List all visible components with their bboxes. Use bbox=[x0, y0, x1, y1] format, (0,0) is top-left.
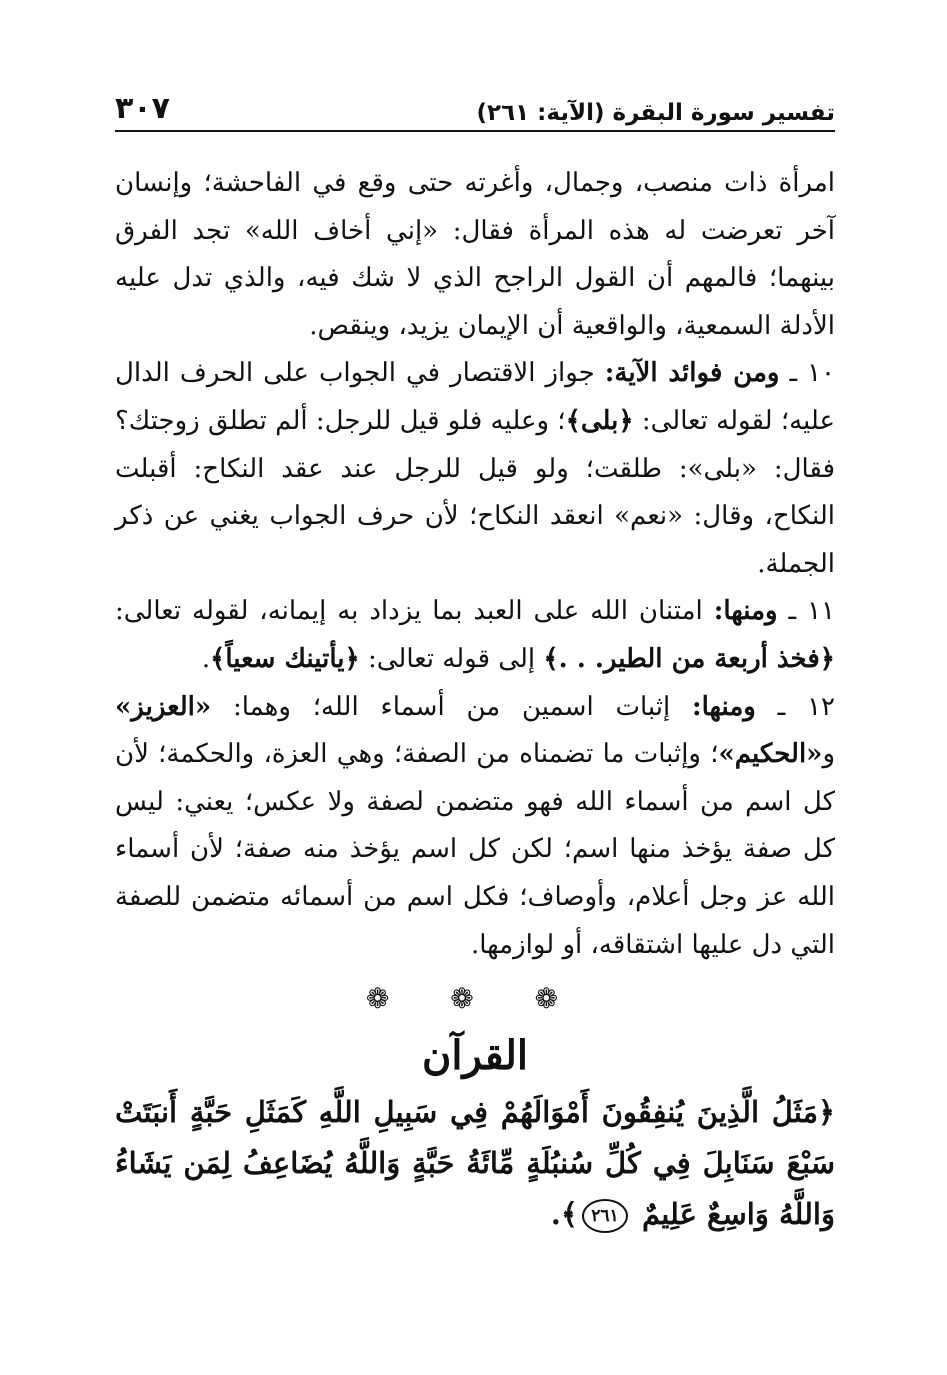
section-separator: ❁ ❁ ❁ bbox=[365, 982, 585, 1016]
verse-quote: ﴿فخذ أربعة من الطير. . .﴾ bbox=[543, 643, 835, 674]
paragraph-benefit-10 bbox=[115, 350, 835, 588]
benefit-text: ؛ وإثبات ما تضمناه من الصفة؛ وهي العزة، والحكمة؛ لأن كل اسم من أسماء الله فهو متضمن لصفة ولا عكس؛ يعني: ليس كل صفة يؤخذ منها اسم؛ لكن كل اسم يؤخذ منه صفة؛ لأن أسماء الله عز وجل أعلام، وأوصاف؛ فكل اسم من أسمائه متضمن للصفة التي دل عليها اشتقاقه، أو لوازمها. bbox=[115, 739, 835, 960]
benefit-text: إلى قوله تعالى: bbox=[367, 643, 536, 674]
paragraph-1: امرأة ذات منصب، وجمال، وأغرته حتى وقع في الفاحشة؛ وإنسان آخر تعرضت له هذه المرأة فقال: «إني أخاف الله» تجد الفرق بينهما؛ فالمهم أن القول الراجح الذي لا شك فيه، والذي تدل عليه الأدلة السمعية، والواقعية أن الإيمان يزيد، وينقص. bbox=[115, 168, 835, 341]
section-title: القرآن bbox=[421, 1032, 529, 1080]
benefit-text: امتنان الله على العبد بما يزداد به إيمانه، لقوله تعالى: bbox=[115, 596, 703, 627]
commentary-text bbox=[115, 160, 835, 969]
verse-quote: ﴿يأتينك سعياً﴾ bbox=[210, 643, 360, 674]
verse-quote: ﴿بلى﴾ bbox=[565, 405, 634, 436]
benefit-heading: ومن فوائد الآية: bbox=[604, 358, 780, 389]
benefit-text: جواز الاقتصار في الجواب على الحرف الدال عليه؛ لقوله تعالى: bbox=[115, 358, 835, 436]
benefit-number: ١٢ ـ bbox=[777, 691, 836, 722]
divine-name: «الحكيم» bbox=[718, 739, 823, 770]
period: . bbox=[201, 643, 211, 674]
paragraph-benefit-12 bbox=[115, 684, 835, 970]
page-header bbox=[115, 88, 835, 132]
conjunction: و bbox=[822, 739, 835, 770]
ayah-number-marker: ٢٦١ bbox=[582, 1199, 628, 1233]
quran-verse bbox=[115, 1087, 835, 1240]
running-title: تفسير سورة البقرة (الآية: ٢٦١) bbox=[476, 100, 835, 126]
paragraph-benefit-11 bbox=[115, 588, 835, 683]
benefit-text: ؛ وعليه فلو قيل للرجل: ألم تطلق زوجتك؟ فقال: «بلى»: طلقت؛ ولو قيل للرجل عند عقد النكاح: أقبلت النكاح، وقال: «نعم» انعقد النكاح؛ لأن حرف الجواب يغني عن ذكر الجملة. bbox=[115, 405, 835, 579]
divine-name: «العزيز» bbox=[115, 691, 212, 722]
benefit-text: إثبات اسمين من أسماء الله؛ وهما: bbox=[232, 691, 671, 722]
benefit-heading: ومنها: bbox=[713, 596, 778, 627]
verse-closing: ﴾. bbox=[550, 1197, 578, 1232]
page-number: ٣٠٧ bbox=[115, 91, 170, 126]
verse-text: ﴿مَثَلُ الَّذِينَ يُنفِقُونَ أَمْوَالَهُمْ فِي سَبِيلِ اللَّهِ كَمَثَلِ حَبَّةٍ أَنبَتَتْ سَبْعَ سَنَابِلَ فِي كُلِّ سُنبُلَةٍ مِّائَةُ حَبَّةٍ وَاللَّهُ يُضَاعِفُ لِمَن يَشَاءُ وَاللَّهُ وَاسِعٌ عَلِيمٌ bbox=[115, 1095, 835, 1232]
benefit-number: ١٠ ـ bbox=[789, 358, 836, 389]
benefit-number: ١١ ـ bbox=[788, 596, 836, 627]
book-page bbox=[115, 88, 835, 1240]
benefit-heading: ومنها: bbox=[692, 691, 756, 722]
